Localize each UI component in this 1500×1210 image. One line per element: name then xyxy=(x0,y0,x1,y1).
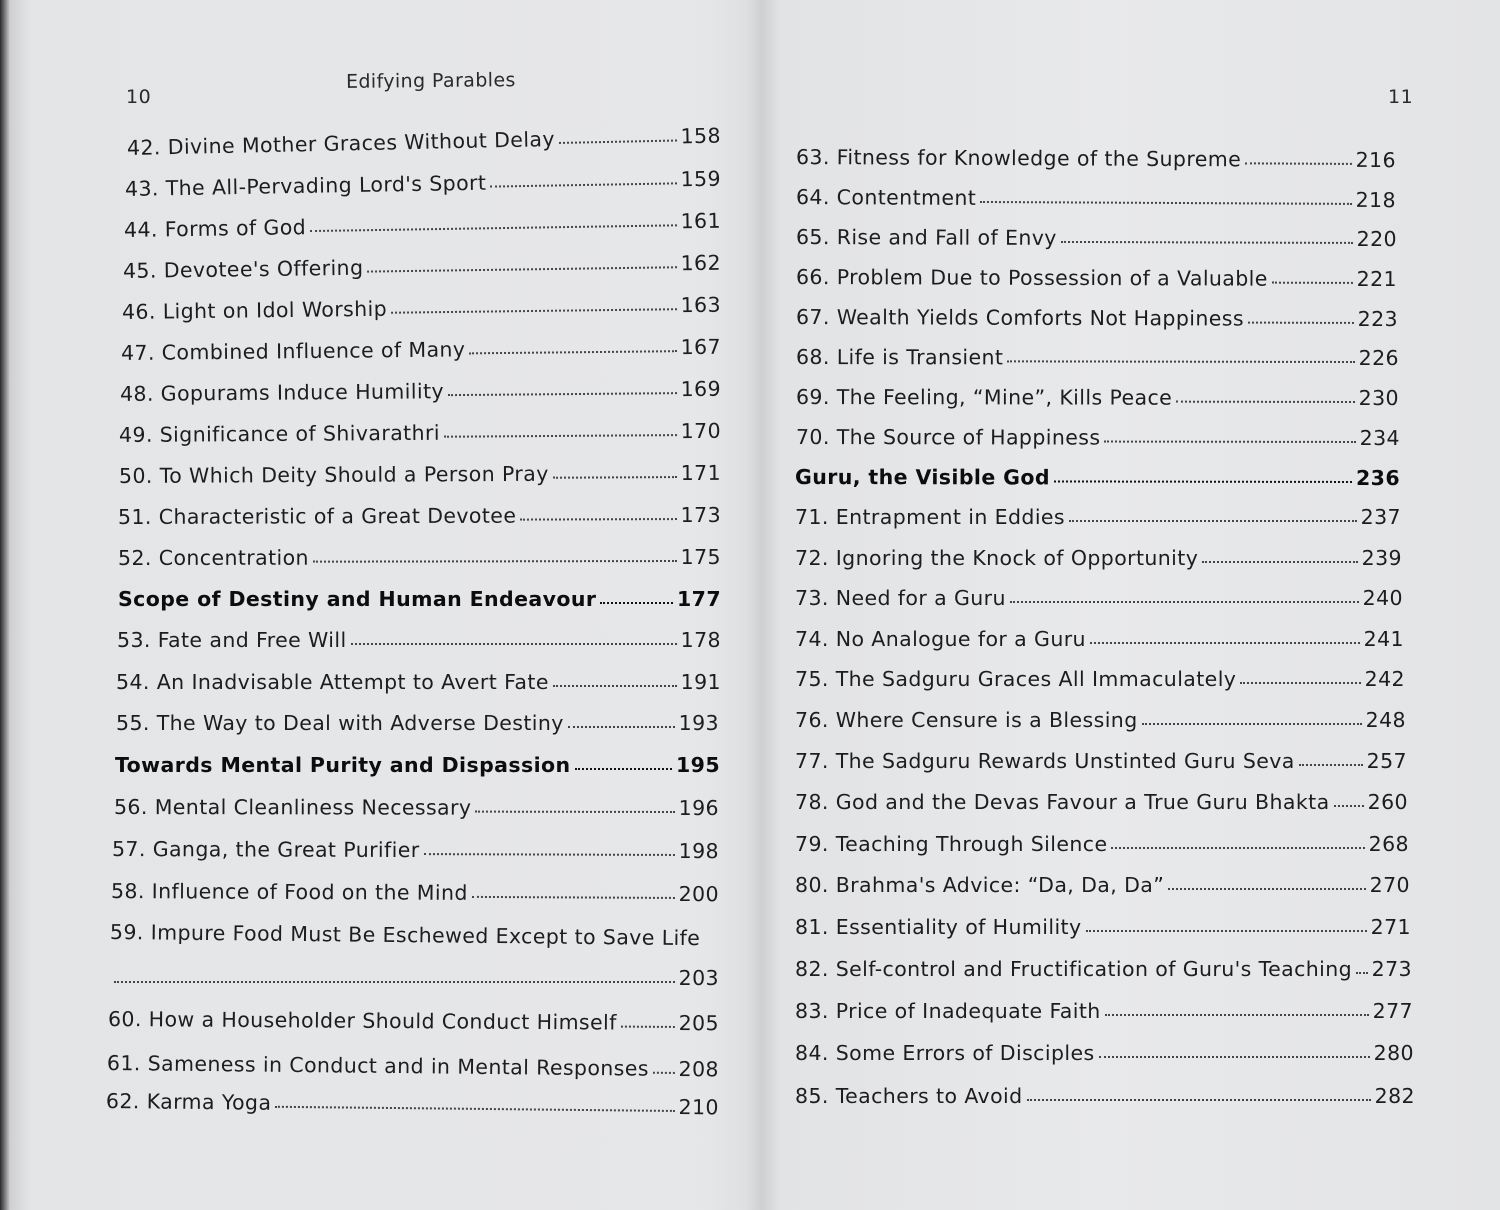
toc-entry-page-number: 257 xyxy=(1366,748,1407,773)
toc-entry-page-number: 223 xyxy=(1357,306,1399,331)
toc-entry-page-number: 170 xyxy=(680,418,722,443)
toc-entry-page-number: 216 xyxy=(1355,147,1397,172)
toc-entry xyxy=(795,503,1401,529)
toc-entry-title: 53. Fate and Free Will xyxy=(117,627,347,652)
toc-entry xyxy=(795,913,1411,939)
dot-leader xyxy=(1111,830,1364,851)
toc-entry-title: 67. Wealth Yields Comforts Not Happiness xyxy=(795,304,1244,331)
toc-entry xyxy=(116,668,721,694)
toc-entry xyxy=(795,830,1409,856)
toc-entry-page-number: 282 xyxy=(1374,1083,1415,1108)
toc-entry-title: 69. The Feeling, “Mine”, Kills Peace xyxy=(795,384,1173,410)
toc-entry-page-number: 195 xyxy=(676,752,720,777)
toc-entry-title: 55. The Way to Deal with Adverse Destiny xyxy=(116,710,564,735)
toc-entry xyxy=(118,543,721,570)
table-of-contents-right xyxy=(762,0,1500,1210)
toc-entry-title: 77. The Sadguru Rewards Unstinted Guru Seva xyxy=(795,748,1295,773)
toc-entry xyxy=(796,183,1396,212)
dot-leader xyxy=(1248,305,1354,326)
toc-entry xyxy=(114,793,719,820)
toc-entry-title: 49. Significance of Shivarathri xyxy=(118,420,440,447)
toc-entry-title: 61. Sameness in Conduct and in Mental Responses xyxy=(106,1050,650,1081)
toc-entry-page-number: 200 xyxy=(678,881,720,906)
toc-entry xyxy=(795,584,1403,610)
dot-leader xyxy=(1054,463,1352,484)
toc-entry-title: 43. The All-Pervading Lord's Sport xyxy=(124,170,487,201)
toc-entry-page-number: 234 xyxy=(1359,425,1401,450)
toc-entry xyxy=(119,417,721,447)
toc-entry xyxy=(795,997,1413,1023)
page-number: 11 xyxy=(1388,86,1414,108)
toc-entry xyxy=(795,544,1402,570)
dot-leader xyxy=(553,459,677,480)
toc-entry xyxy=(120,375,721,406)
dot-leader xyxy=(114,964,675,985)
toc-entry-title: 50. To Which Deity Should a Person Pray xyxy=(118,461,549,488)
toc-entry xyxy=(795,1039,1414,1065)
page-number: 10 xyxy=(126,86,152,108)
dot-leader xyxy=(475,794,674,815)
toc-entry-page-number: 226 xyxy=(1358,345,1400,370)
toc-entry-page-number: 220 xyxy=(1356,226,1398,251)
toc-entry-page-number: 177 xyxy=(677,586,721,611)
dot-leader xyxy=(1105,997,1369,1018)
toc-entry-page-number: 242 xyxy=(1364,666,1405,691)
dot-leader xyxy=(313,543,677,564)
toc-entry-title: 52. Concentration xyxy=(117,545,309,570)
dot-leader xyxy=(653,1055,675,1076)
toc-entry xyxy=(109,918,701,950)
toc-entry-page-number: 240 xyxy=(1362,585,1403,610)
toc-entry-title: Towards Mental Purity and Dispassion xyxy=(115,752,571,777)
dot-leader xyxy=(1240,665,1360,686)
toc-entry-page-number: 239 xyxy=(1361,545,1402,570)
dot-leader xyxy=(1086,913,1367,934)
toc-entry-title: 44. Forms of God xyxy=(123,214,307,242)
toc-entry-page-number: 163 xyxy=(680,292,722,317)
toc-entry xyxy=(125,165,721,201)
toc-entry xyxy=(795,665,1405,691)
toc-entry xyxy=(117,626,721,652)
toc-entry-page-number: 196 xyxy=(678,795,720,820)
toc-entry xyxy=(119,459,721,488)
toc-entry xyxy=(796,423,1400,450)
toc-entry-page-number: 237 xyxy=(1360,504,1401,529)
toc-entry-title: 72. Ignoring the Knock of Opportunity xyxy=(795,545,1199,570)
toc-entry xyxy=(795,1082,1415,1108)
toc-entry-page-number: 178 xyxy=(680,627,721,652)
dot-leader xyxy=(575,751,673,772)
dot-leader xyxy=(1356,955,1368,976)
toc-entry-title: 71. Entrapment in Eddies xyxy=(795,504,1066,529)
toc-entry xyxy=(795,871,1410,897)
dot-leader xyxy=(559,122,677,145)
toc-entry-page-number: 218 xyxy=(1355,187,1397,212)
dot-leader xyxy=(391,291,677,315)
toc-entry-title: 64. Contentment xyxy=(795,184,977,210)
toc-entry-page-number: 270 xyxy=(1369,872,1410,897)
toc-entry xyxy=(795,706,1406,732)
toc-entry-page-number: 241 xyxy=(1363,626,1404,651)
toc-entry xyxy=(112,835,719,863)
toc-entry-page-number: 198 xyxy=(678,838,720,863)
toc-entry-title: 66. Problem Due to Possession of a Valuable xyxy=(795,264,1268,291)
dot-leader xyxy=(1202,544,1357,565)
toc-entry xyxy=(107,1049,719,1081)
toc-entry-title: 75. The Sadguru Graces All Immaculately xyxy=(795,666,1237,691)
toc-entry-page-number: 169 xyxy=(680,376,722,401)
toc-entry-page-number: 161 xyxy=(680,208,722,233)
toc-section-heading xyxy=(115,751,720,777)
toc-entry xyxy=(122,291,721,324)
toc-entry-title: 48. Gopurams Induce Humility xyxy=(119,378,445,406)
toc-entry-title: 76. Where Censure is a Blessing xyxy=(795,707,1138,732)
toc-entry-title: 47. Combined Influence of Many xyxy=(120,336,466,365)
toc-entry xyxy=(118,501,721,529)
toc-entry-title: 83. Price of Inadequate Faith xyxy=(795,998,1101,1023)
dot-leader xyxy=(472,879,675,901)
dot-leader xyxy=(444,417,677,439)
dot-leader xyxy=(1061,224,1353,246)
toc-entry xyxy=(110,964,719,990)
toc-entry-title: 79. Teaching Through Silence xyxy=(795,831,1108,856)
toc-entry xyxy=(796,343,1399,370)
dot-leader xyxy=(490,165,677,189)
dot-leader xyxy=(568,709,675,730)
toc-entry-page-number: 208 xyxy=(678,1056,720,1081)
dot-leader xyxy=(275,1089,674,1114)
toc-entry-page-number: 260 xyxy=(1367,789,1408,814)
dot-leader xyxy=(980,184,1351,206)
toc-entry xyxy=(123,249,721,283)
toc-entry-page-number: 191 xyxy=(680,669,721,694)
toc-entry-title: 80. Brahma's Advice: “Da, Da, Da” xyxy=(795,872,1165,897)
toc-entry-title: 78. God and the Devas Favour a True Guru Bhakta xyxy=(795,789,1330,814)
toc-entry-page-number: 171 xyxy=(680,460,722,485)
toc-entry xyxy=(127,122,721,160)
toc-entry-title: Scope of Destiny and Human Endeavour xyxy=(118,586,597,611)
toc-entry xyxy=(108,1005,719,1035)
toc-entry-page-number: 159 xyxy=(680,166,722,191)
toc-entry xyxy=(124,207,721,242)
toc-entry-page-number: 167 xyxy=(680,334,722,359)
toc-entry-page-number: 277 xyxy=(1372,998,1413,1023)
toc-entry-page-number: 236 xyxy=(1355,465,1401,490)
dot-leader xyxy=(351,626,677,647)
toc-entry xyxy=(106,1087,719,1119)
toc-entry-page-number: 230 xyxy=(1358,385,1400,410)
dot-leader xyxy=(1168,871,1365,892)
dot-leader xyxy=(1007,343,1354,364)
toc-entry-title: 82. Self-control and Fructification of Guru's Teaching xyxy=(795,956,1353,981)
toc-entry-page-number: 205 xyxy=(678,1010,720,1035)
toc-entry-page-number: 248 xyxy=(1365,707,1406,732)
toc-entry xyxy=(111,877,719,906)
toc-entry-title: 45. Devotee's Offering xyxy=(122,255,364,283)
toc-entry-page-number: 273 xyxy=(1371,956,1412,981)
dot-leader xyxy=(520,501,676,522)
toc-entry-title: 74. No Analogue for a Guru xyxy=(795,626,1086,651)
toc-entry-title: 62. Karma Yoga xyxy=(105,1088,272,1115)
toc-entry xyxy=(795,625,1404,651)
toc-entry-title: 85. Teachers to Avoid xyxy=(795,1083,1023,1108)
toc-entry-title: 81. Essentiality of Humility xyxy=(795,914,1082,939)
toc-entry xyxy=(795,747,1407,773)
toc-entry-title: 46. Light on Idol Worship xyxy=(121,296,388,324)
toc-entry xyxy=(796,383,1399,410)
toc-entry-title: 63. Fitness for Knowledge of the Supreme xyxy=(795,144,1242,171)
dot-leader xyxy=(621,1009,675,1030)
toc-entry-page-number: 162 xyxy=(680,250,722,275)
toc-entry-page-number: 280 xyxy=(1373,1040,1414,1065)
dot-leader xyxy=(1010,584,1359,605)
dot-leader xyxy=(448,375,677,397)
toc-entry-title: 56. Mental Cleanliness Necessary xyxy=(113,794,472,820)
toc-entry-page-number: 268 xyxy=(1368,831,1409,856)
dot-leader xyxy=(469,333,676,356)
toc-entry-title: 58. Influence of Food on the Mind xyxy=(110,878,468,905)
toc-entry-page-number: 271 xyxy=(1370,914,1411,939)
toc-entry-title: 84. Some Errors of Disciples xyxy=(795,1040,1095,1065)
toc-section-heading xyxy=(118,585,721,611)
toc-entry-title: Guru, the Visible God xyxy=(794,464,1051,489)
dot-leader xyxy=(1099,1039,1370,1060)
toc-entry xyxy=(796,263,1397,291)
toc-entry-title: 51. Characteristic of a Great Devotee xyxy=(117,503,517,529)
toc-entry xyxy=(121,333,721,365)
toc-entry xyxy=(795,788,1408,814)
toc-entry-title: 60. How a Householder Should Conduct Himself xyxy=(107,1006,617,1035)
dot-leader xyxy=(424,836,675,857)
toc-entry xyxy=(796,143,1396,172)
toc-section-heading xyxy=(795,463,1400,490)
toc-entry-page-number: 210 xyxy=(678,1094,720,1119)
dot-leader xyxy=(310,207,677,233)
dot-leader xyxy=(600,585,673,606)
toc-entry-title: 54. An Inadvisable Attempt to Avert Fate xyxy=(116,669,549,694)
dot-leader xyxy=(1142,706,1362,727)
dot-leader xyxy=(1299,747,1363,768)
toc-entry-title: 59. Impure Food Must Be Eschewed Except to Save Life xyxy=(109,919,701,950)
dot-leader xyxy=(1176,384,1355,405)
dot-leader xyxy=(1272,265,1353,286)
toc-entry-title: 65. Rise and Fall of Envy xyxy=(795,224,1057,250)
dot-leader xyxy=(1104,424,1355,445)
toc-entry-page-number: 173 xyxy=(680,502,722,527)
toc-entry xyxy=(796,223,1397,251)
toc-entry-title: 57. Ganga, the Great Purifier xyxy=(111,836,420,862)
right-page xyxy=(762,0,1500,1210)
dot-leader xyxy=(1334,788,1364,809)
dot-leader xyxy=(1245,145,1352,166)
toc-entry xyxy=(796,303,1398,331)
toc-entry-page-number: 158 xyxy=(680,123,722,148)
toc-entry-title: 70. The Source of Happiness xyxy=(795,424,1101,450)
dot-leader xyxy=(1027,1082,1371,1103)
running-head: Edifying Parables xyxy=(345,69,516,93)
toc-entry-title: 42. Divine Mother Graces Without Delay xyxy=(126,126,556,160)
toc-entry-page-number: 203 xyxy=(678,965,719,990)
toc-entry xyxy=(795,955,1412,981)
toc-entry-title: 73. Need for a Guru xyxy=(795,585,1006,610)
dot-leader xyxy=(367,249,677,274)
dot-leader xyxy=(1090,625,1360,646)
toc-entry-title: 68. Life is Transient xyxy=(795,344,1004,369)
toc-entry-page-number: 175 xyxy=(680,544,722,569)
toc-entry xyxy=(116,709,719,735)
toc-entry-page-number: 193 xyxy=(678,710,719,735)
dot-leader xyxy=(1069,503,1357,524)
dot-leader xyxy=(553,668,677,689)
toc-entry-page-number: 221 xyxy=(1356,266,1398,291)
